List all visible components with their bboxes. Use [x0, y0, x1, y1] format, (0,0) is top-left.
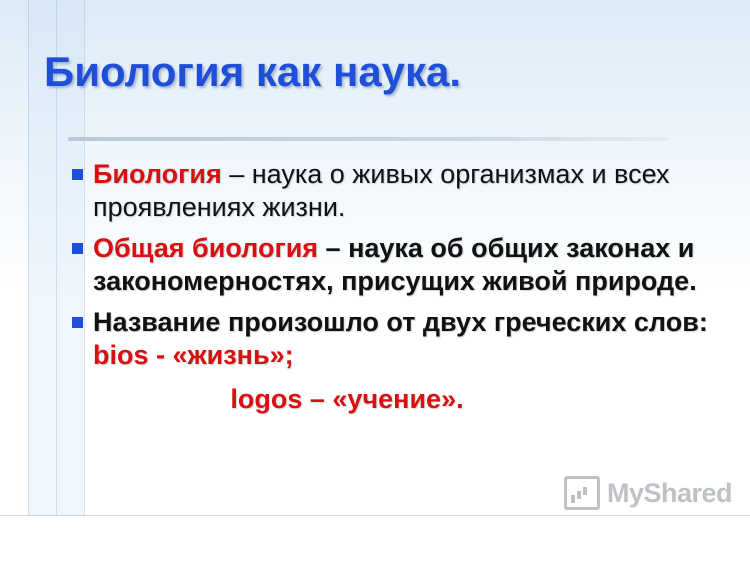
- bullet-text: [93, 306, 732, 372]
- slide-body: [72, 158, 732, 415]
- bullet-square-icon: [72, 169, 83, 180]
- bullet-item: [72, 158, 732, 224]
- bullet-rest: – наука о живых организмах и всех проявлениях жизни.: [93, 159, 670, 222]
- bullet-square-icon: [72, 243, 83, 254]
- slide-title: Биология как наука.: [44, 48, 462, 95]
- watermark-label: MyShared: [606, 477, 732, 508]
- bullet-rest: – наука об общих законах и закономерностях, присущих живой природе.: [93, 232, 697, 296]
- bullet-item: [72, 306, 732, 372]
- panel-line-1: [28, 0, 29, 562]
- title-divider: [68, 137, 668, 141]
- bullet-text: [93, 232, 732, 298]
- presentation-icon: [564, 476, 600, 510]
- bullet-item: [72, 232, 732, 298]
- watermark: [564, 476, 732, 510]
- bullet-square-icon: [72, 317, 83, 328]
- bullet-rest: Название произошло от двух греческих слов:: [93, 306, 708, 337]
- bullet-text: [93, 158, 732, 224]
- bullet-term: Общая биология: [93, 232, 319, 263]
- bottom-band: [0, 516, 750, 562]
- bullet-highlight: bios - «жизнь»;: [93, 339, 294, 370]
- bullet-term: Биология: [93, 159, 222, 189]
- centered-term-line: logos – «учение».: [230, 383, 464, 414]
